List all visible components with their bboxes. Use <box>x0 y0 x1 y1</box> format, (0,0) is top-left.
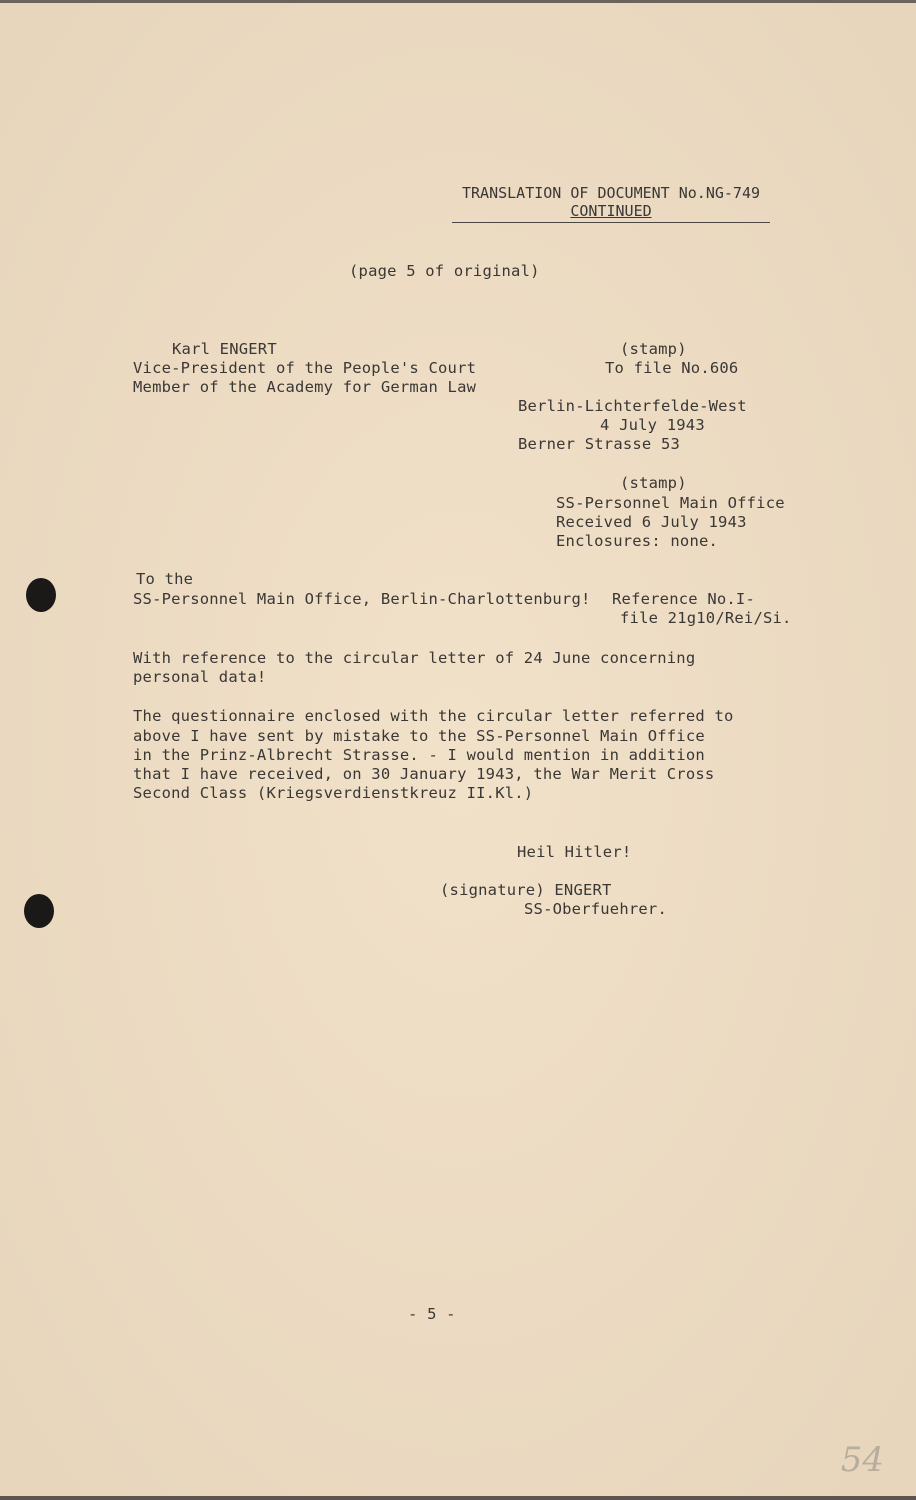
scan-edge-top <box>0 0 916 3</box>
address-street: Berner Strasse 53 <box>518 435 681 453</box>
punch-hole-bottom <box>24 894 54 928</box>
recipient-line-1: To the <box>136 570 194 588</box>
punch-hole-top <box>26 578 56 612</box>
body-line-1: The questionnaire enclosed with the circular letter referred to <box>133 707 734 725</box>
body-line-4: that I have received, on 30 January 1943, the War Merit Cross <box>133 765 715 783</box>
stamp1-label: (stamp) <box>620 340 687 358</box>
sender-title-2: Member of the Academy for German Law <box>133 378 477 396</box>
pencil-page-mark: 54 <box>840 1440 884 1480</box>
stamp2-line-2: Received 6 July 1943 <box>556 513 747 531</box>
sender-name: Karl ENGERT <box>172 340 277 358</box>
reference-line-2: file 21g10/Rei/Si. <box>620 609 792 627</box>
signature-line: (signature) ENGERT <box>440 881 612 899</box>
address-city: Berlin-Lichterfelde-West <box>518 397 747 415</box>
body-line-5: Second Class (Kriegsverdienstkreuz II.Kl.) <box>133 784 534 802</box>
header-continued: CONTINUED <box>570 202 652 220</box>
body-line-2: above I have sent by mistake to the SS-Personnel Main Office <box>133 727 705 745</box>
body-line-3: in the Prinz-Albrecht Strasse. - I would mention in addition <box>133 746 705 764</box>
letter-date: 4 July 1943 <box>600 416 705 434</box>
stamp2-line-3: Enclosures: none. <box>556 532 719 550</box>
subject-line-1: With reference to the circular letter of 24 June concerning <box>133 649 696 667</box>
stamp2-line-1: SS-Personnel Main Office <box>556 494 785 512</box>
closing-greeting: Heil Hitler! <box>517 843 632 861</box>
page-note: (page 5 of original) <box>349 262 540 280</box>
stamp1-text: To file No.606 <box>605 359 739 377</box>
sender-title-1: Vice-President of the People's Court <box>133 359 477 377</box>
header-title: TRANSLATION OF DOCUMENT No.NG-749 <box>461 184 760 202</box>
stamp2-label: (stamp) <box>620 474 687 492</box>
reference-line-1: Reference No.I- <box>612 590 755 608</box>
recipient-line-2: SS-Personnel Main Office, Berlin-Charlottenburg! <box>133 590 591 608</box>
signer-rank: SS-Oberfuehrer. <box>524 900 667 918</box>
scan-edge-bottom <box>0 1496 916 1500</box>
page-number: - 5 - <box>408 1305 456 1323</box>
subject-line-2: personal data! <box>133 668 267 686</box>
translation-header <box>452 184 770 223</box>
